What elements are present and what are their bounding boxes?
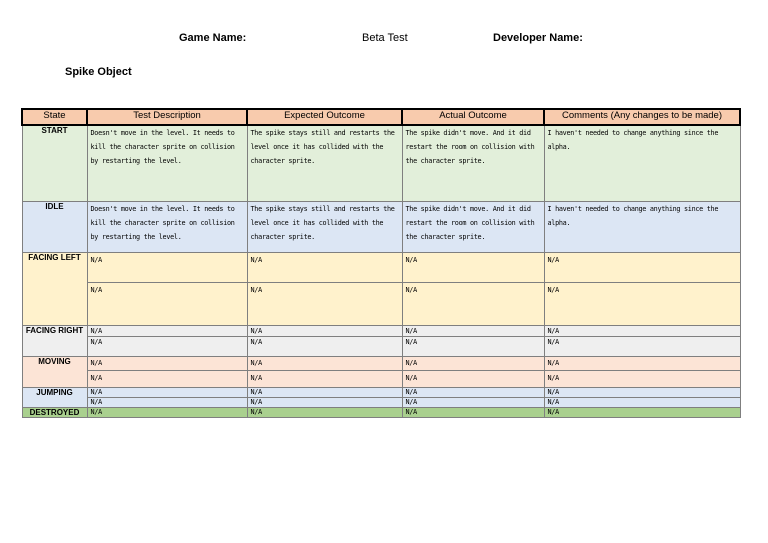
start-expected-outcome: The spike stays still and restarts the level once it has collided with the character sprite. [247, 125, 402, 201]
na-cell: N/A [402, 387, 544, 397]
na-cell: N/A [402, 282, 544, 325]
state-label-facing-left: FACING LEFT [22, 252, 87, 325]
na-cell: N/A [544, 356, 740, 370]
table-row [22, 282, 740, 325]
table-row [22, 397, 740, 407]
na-cell: N/A [87, 282, 247, 325]
na-cell: N/A [87, 325, 247, 336]
na-cell: N/A [544, 252, 740, 282]
start-test-description: Doesn't move in the level. It needs to kill the character sprite on collision by restarting the level. [87, 125, 247, 201]
na-cell: N/A [402, 336, 544, 356]
table-row [22, 407, 740, 417]
na-cell: N/A [247, 356, 402, 370]
test-table [21, 108, 741, 418]
na-cell: N/A [87, 387, 247, 397]
na-cell: N/A [402, 407, 544, 417]
state-label-destroyed: DESTROYED [22, 407, 87, 417]
column-header-actual-outcome: Actual Outcome [402, 109, 544, 125]
na-cell: N/A [247, 407, 402, 417]
na-cell: N/A [87, 336, 247, 356]
na-cell: N/A [544, 397, 740, 407]
state-label-facing-right: FACING RIGHT [22, 325, 87, 356]
start-comments: I haven't needed to change anything since the alpha. [544, 125, 740, 201]
na-cell: N/A [402, 397, 544, 407]
table-row [22, 336, 740, 356]
na-cell: N/A [544, 370, 740, 387]
na-cell: N/A [402, 370, 544, 387]
na-cell: N/A [402, 252, 544, 282]
na-cell: N/A [87, 370, 247, 387]
developer-name-label: Developer Name: [493, 32, 583, 44]
column-header-test-description: Test Description [87, 109, 247, 125]
state-label-idle: IDLE [22, 201, 87, 252]
na-cell: N/A [402, 356, 544, 370]
na-cell: N/A [544, 336, 740, 356]
table-row [22, 125, 740, 201]
na-cell: N/A [544, 282, 740, 325]
na-cell: N/A [87, 407, 247, 417]
column-header-state: State [22, 109, 87, 125]
na-cell: N/A [87, 356, 247, 370]
na-cell: N/A [544, 387, 740, 397]
na-cell: N/A [247, 397, 402, 407]
na-cell: N/A [87, 397, 247, 407]
document-subtitle: Spike Object [65, 66, 132, 78]
state-label-jumping: JUMPING [22, 387, 87, 407]
state-label-start: START [22, 125, 87, 201]
state-label-moving: MOVING [22, 356, 87, 387]
na-cell: N/A [247, 370, 402, 387]
na-cell: N/A [247, 252, 402, 282]
table-row [22, 387, 740, 397]
idle-expected-outcome: The spike stays still and restarts the level once it has collided with the character sprite. [247, 201, 402, 252]
idle-test-description: Doesn't move in the level. It needs to kill the character sprite on collision by restarting the level. [87, 201, 247, 252]
na-cell: N/A [247, 387, 402, 397]
table-header-row [22, 109, 740, 125]
na-cell: N/A [247, 336, 402, 356]
na-cell: N/A [402, 325, 544, 336]
table-row [22, 201, 740, 252]
column-header-comments: Comments (Any changes to be made) [544, 109, 740, 125]
game-name-label: Game Name: [179, 32, 247, 44]
na-cell: N/A [87, 252, 247, 282]
table-row [22, 252, 740, 282]
table-row [22, 356, 740, 370]
na-cell: N/A [247, 282, 402, 325]
na-cell: N/A [544, 325, 740, 336]
table-row [22, 370, 740, 387]
idle-actual-outcome: The spike didn't move. And it did restart the room on collision with the character sprite. [402, 201, 544, 252]
na-cell: N/A [247, 325, 402, 336]
column-header-expected-outcome: Expected Outcome [247, 109, 402, 125]
table-row [22, 325, 740, 336]
na-cell: N/A [544, 407, 740, 417]
idle-comments: I haven't needed to change anything since the alpha. [544, 201, 740, 252]
game-name-value: Beta Test [362, 32, 408, 44]
start-actual-outcome: The spike didn't move. And it did restart the room on collision with the character sprite. [402, 125, 544, 201]
